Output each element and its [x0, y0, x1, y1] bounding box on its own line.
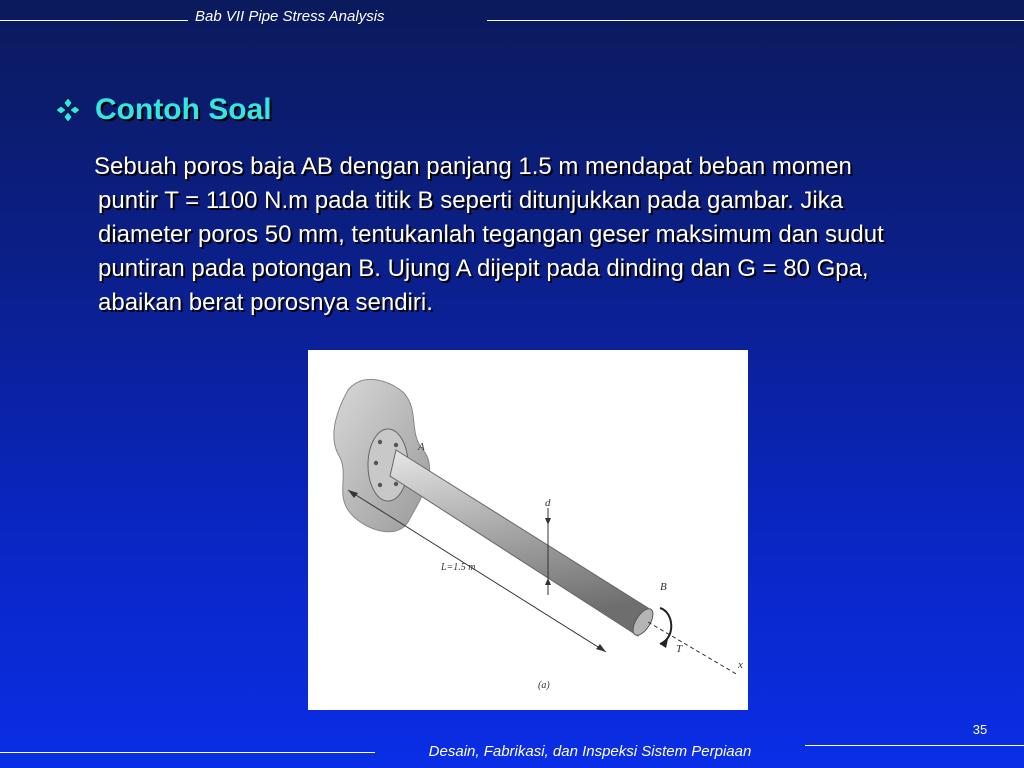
footer-rule-right — [805, 745, 1024, 746]
header-title: Bab VII Pipe Stress Analysis — [195, 8, 385, 25]
page-number: 35 — [972, 722, 988, 737]
slide-heading: Contoh Soal — [95, 93, 272, 126]
heading-row — [55, 93, 272, 127]
header-rule-left — [0, 20, 188, 21]
shaft — [390, 450, 648, 636]
shaft-figure — [308, 350, 748, 710]
label-a: A — [418, 441, 425, 453]
four-diamond-bullet-icon — [55, 97, 81, 123]
label-d: d — [545, 497, 551, 509]
figure-caption: (a) — [538, 680, 550, 691]
torque-arrow — [660, 608, 671, 644]
footer-text: Desain, Fabrikasi, dan Inspeksi Sistem Perpiaan — [428, 743, 752, 760]
axis-line — [648, 622, 738, 675]
label-axis: x — [738, 659, 743, 671]
label-torque: T — [676, 643, 683, 655]
label-length: L=1.5 m — [441, 562, 476, 573]
label-b: B — [660, 581, 667, 593]
footer-rule-left — [0, 752, 375, 753]
header-rule-right — [487, 20, 1024, 21]
problem-statement: Sebuah poros baja AB dengan panjang 1.5 m mendapat beban momen puntir T = 1100 N.m pada titik B seperti ditunjukkan pada gambar. Jika diameter poros 50 mm, tentukanlah tegangan geser maksimum dan sudut puntiran pada potongan B. Ujung A dijepit pada dinding dan G = 80 Gpa, abaikan berat porosnya sendiri. — [94, 153, 884, 316]
